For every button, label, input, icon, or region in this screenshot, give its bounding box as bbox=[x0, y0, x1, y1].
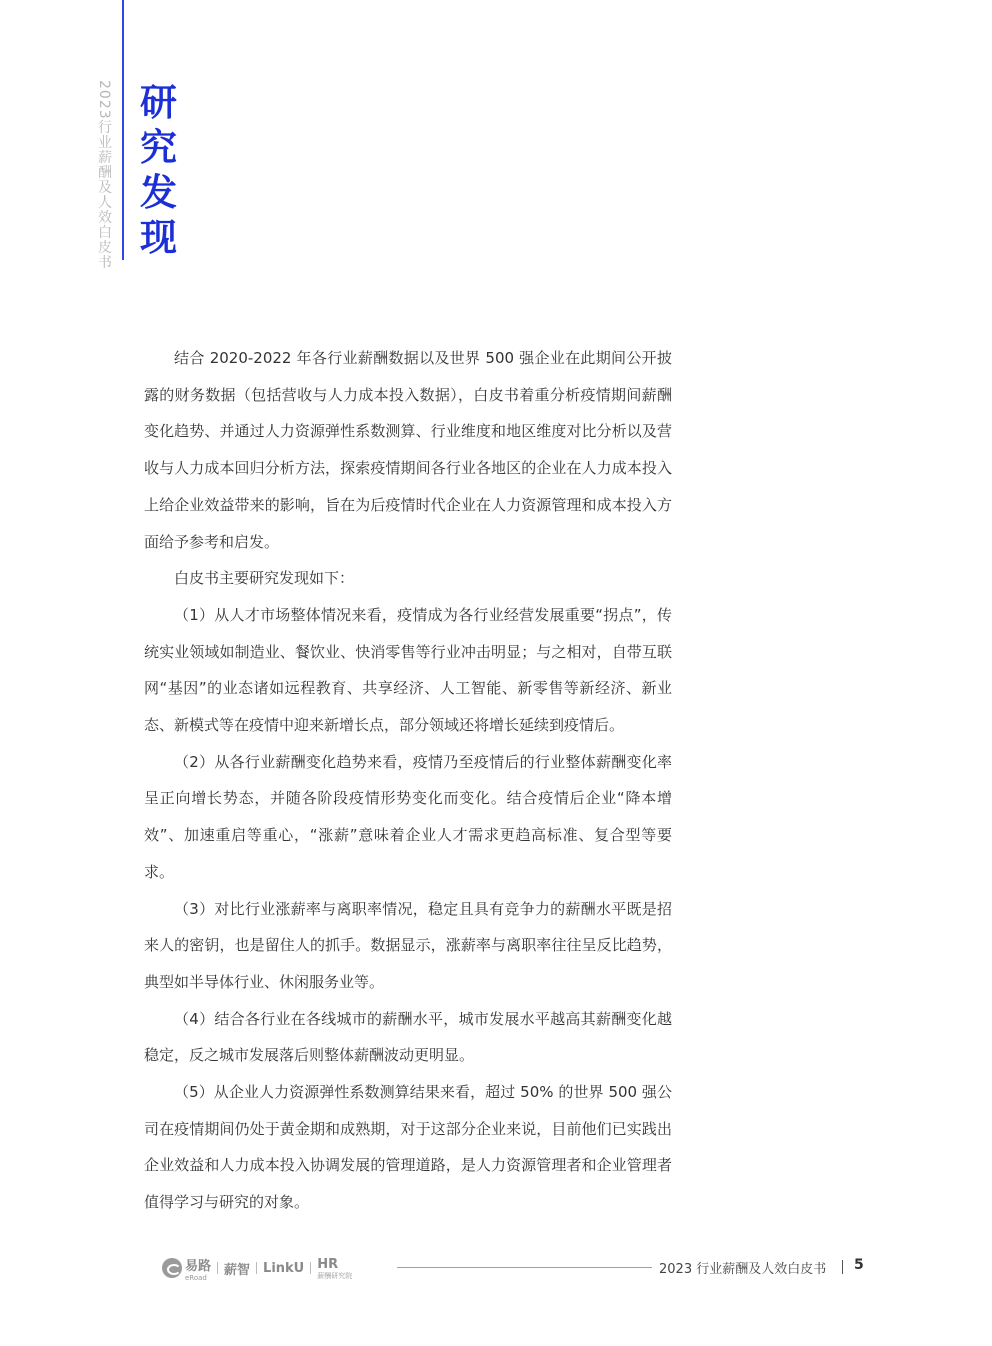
paragraph-finding-3: （3）对比行业涨薪率与离职率情况，稳定且具有竞争力的薪酬水平既是招来人的密钥，也是留住人的抓手。数据显示，涨薪率与离职率往往呈反比趋势，典型如半导体行业、休闲服务业等。 bbox=[144, 899, 672, 991]
side-document-title: 2023行业薪酬及人效白皮书 bbox=[96, 80, 112, 270]
logo-divider bbox=[310, 1262, 311, 1274]
hr-logo-sub: 薪酬研究院 bbox=[317, 1271, 353, 1280]
eroad-logo-sub: eRoad bbox=[185, 1273, 207, 1282]
paragraph-finding-5: （5）从企业人力资源弹性系数测算结果来看，超过 50% 的世界 500 强公司在疫情期间仍处于黄金期和成熟期，对于这部分企业来说，目前他们已实践出企业效益和人力成本投入协调发展的管理道路，是人力资源管理者和企业管理者值得学习与研究的对象。 bbox=[144, 1083, 672, 1212]
footer-document-title: 2023 行业薪酬及人效白皮书 bbox=[659, 1262, 827, 1277]
logo-linku bbox=[263, 1261, 304, 1276]
partner-logos bbox=[162, 1256, 352, 1280]
logo-eroad bbox=[162, 1255, 211, 1282]
logo-divider bbox=[217, 1262, 218, 1274]
logo-xinzhi bbox=[224, 1259, 250, 1278]
paragraph-finding-4: （4）结合各行业在各线城市的薪酬水平，城市发展水平越高其薪酬变化越稳定，反之城市发展落后则整体薪酬波动更明显。 bbox=[144, 1009, 672, 1065]
paragraph-finding-2: （2）从各行业薪酬变化趋势来看，疫情乃至疫情后的行业整体薪酬变化率呈正向增长势态，并随各阶段疫情形势变化而变化。结合疫情后企业“降本增效”、加速重启等重心，“涨薪”意味着企业人才需求更趋高标准、复合型等要求。 bbox=[144, 752, 672, 881]
page-footer bbox=[162, 1252, 862, 1284]
paragraph-finding-1: （1）从人才市场整体情况来看，疫情成为各行业经营发展重要“拐点”，传统实业领域如制造业、餐饮业、快消零售等行业冲击明显；与之相对，自带互联网“基因”的业态诸如远程教育、共享经济、人工智能、新零售等新经济、新业态、新模式等在疫情中迎来新增长点，部分领域还将增长延续到疫情后。 bbox=[144, 605, 672, 735]
section-title: 研究发现 bbox=[140, 81, 177, 259]
footer-separator bbox=[842, 1260, 843, 1274]
body-content bbox=[144, 340, 672, 1221]
eroad-logo-text: 易路 bbox=[185, 1258, 212, 1274]
vertical-accent-line bbox=[122, 0, 124, 260]
logo-divider bbox=[256, 1262, 257, 1274]
page-number: 5 bbox=[854, 1257, 864, 1273]
footer-rule bbox=[397, 1267, 652, 1268]
eroad-logo-icon bbox=[162, 1258, 182, 1278]
xinzhi-logo-text: 薪智 bbox=[224, 1262, 251, 1278]
paragraph-intro: 结合 2020-2022 年各行业薪酬数据以及世界 500 强企业在此期间公开披露的财务数据（包括营收与人力成本投入数据），白皮书着重分析疫情期间薪酬变化趋势、并通过人力资源弹性系数测算、行业维度和地区维度对比分析以及营收与人力成本回归分析方法，探索疫情期间各行业各地区的企业在人力成本投入上给企业效益带来的影响，旨在为后疫情时代企业在人力资源管理和成本投入方面给予参考和启发。 bbox=[144, 349, 672, 551]
hr-logo-text: HR bbox=[317, 1256, 339, 1272]
logo-hr bbox=[317, 1257, 352, 1280]
linku-logo-text: LinkU bbox=[263, 1260, 305, 1276]
paragraph-findings-lead: 白皮书主要研究发现如下： bbox=[174, 569, 355, 588]
